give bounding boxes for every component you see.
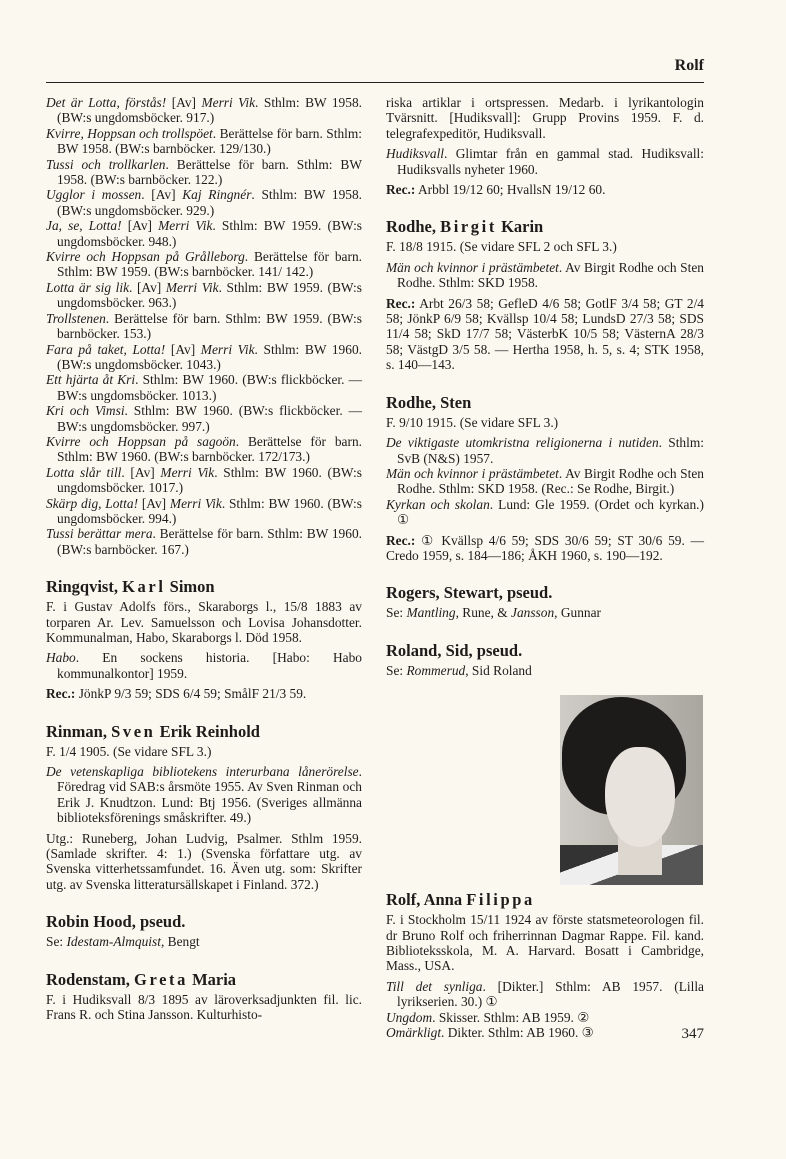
text-segment: . [Dikter.] Sthlm: AB 1957. (Lilla lyrikserien. 30.) ① <box>397 978 704 1010</box>
work-citation <box>46 526 362 557</box>
right-column <box>386 95 704 1040</box>
work-citation <box>386 1010 704 1025</box>
work-citation <box>46 496 362 527</box>
text-segment: . Sthlm: BW 1960. (BW:s ungdomsböcker. 1017.) <box>57 464 362 496</box>
text-segment: . Sthlm: BW 1960. (BW:s ungdomsböcker. 1043.) <box>57 341 362 372</box>
entry-heading <box>386 393 704 413</box>
text-segment: . Av Birgit Rodhe och Sten Rodhe. Sthlm: SKD 1958. (Rec.: Se Rodhe, Birgit.) <box>397 465 704 497</box>
work-citation <box>46 403 362 434</box>
spaced-given-name: Greta <box>134 969 188 989</box>
text-segment: Rolf, Anna <box>386 890 467 910</box>
italic-title: Merri Vik <box>165 279 219 295</box>
work-citation <box>386 979 704 1010</box>
text-segment: . Föredrag vid SAB:s årsmöte 1955. Av Sven Rinman och Erik J. Knudtzon. Lund: Btj 1956. (Sveriges allmänna biblioteksförenings småskrifter. 49.) <box>57 764 362 826</box>
work-citation <box>46 372 362 403</box>
text-segment: Rogers, Stewart, pseud. <box>386 583 553 603</box>
work-citation <box>46 650 362 681</box>
italic-title: Till det synliga <box>386 978 483 994</box>
page-number: 347 <box>681 1026 704 1042</box>
italic-title: Tussi och trollkarlen <box>46 156 166 172</box>
text-segment: Arbbl 19/12 60; HvallsN 19/12 60. <box>415 182 606 198</box>
text-segment: Roland, Sid, pseud. <box>386 640 523 660</box>
work-citation <box>46 126 362 157</box>
italic-title: Merri Vik <box>158 218 213 234</box>
text-segment: Arbt 26/3 58; GefleD 4/6 58; GotlF 3/4 58; GT 2/4 58; JönkP 6/9 58; Kvällsp 10/4 58; LundsD 27/3 58; SDS 11/4 58; SkD 17/7 58; VästerbK 10/5 58; VästernA 28/3 58; VästgD 3/5 58. — Hertha 1958, h. 5, s. 4; STK 1958, s. 140—143. <box>386 295 704 373</box>
entry-heading <box>386 641 704 661</box>
italic-title: Mantling <box>406 605 456 621</box>
italic-title: Skärp dig, Lotta! <box>46 495 139 511</box>
spaced-given-name: Sven <box>111 721 156 741</box>
italic-title: Ungdom <box>386 1009 433 1025</box>
entry-text <box>46 686 362 701</box>
italic-title: Ugglor i mossen <box>46 187 142 203</box>
text-segment: . Berättelse för barn. Sthlm: BW 1959. (BW:s barnböcker. 153.) <box>57 310 362 342</box>
rec-label: Rec.: <box>46 686 76 702</box>
entry-text <box>46 599 362 645</box>
text-segment: , Gunnar <box>554 605 602 621</box>
italic-title: Kvirre och Hoppsan på sagoön <box>46 433 236 449</box>
work-citation <box>46 218 362 249</box>
text-segment: Utg.: Runeberg, Johan Ludvig, Psalmer. Sthlm 1959. (Samlade skrifter. 4: 1.) (Svenska författare utg. av Svenska vitterhetssamfundet. 16. Även utg. som: Skrifter utg. av Svenska litteratursällskapet i Finland. 372.) <box>46 830 362 892</box>
text-segment: F. i Stockholm 15/11 1924 av förste statsmeteorologen fil. dr Bruno Rolf och friherrinnan Dagmar Rappe. Fil. kand. Biblioteksskola, M. A. Harvard. Bosatt i Cambridge, Mass., USA. <box>386 912 704 974</box>
entry-text <box>386 533 704 564</box>
italic-title: De vetenskapliga bibliotekens interurbana lånerörelse <box>46 764 359 780</box>
text-segment: Se: <box>46 934 67 950</box>
text-segment: . Sthlm: BW 1960. (BW:s flickböcker. — BW:s ungdomsböcker. 1013.) <box>57 372 362 403</box>
work-citation <box>386 466 704 497</box>
italic-title: Män och kvinnor i prästämbetet <box>386 465 559 481</box>
text-segment: . Sthlm: SvB (N&S) 1957. <box>397 435 704 466</box>
entry-heading <box>386 890 704 910</box>
text-segment: Rinman, <box>46 721 112 741</box>
text-segment: , Rune, & <box>455 605 511 621</box>
italic-title: Kyrkan och skolan <box>386 496 490 512</box>
entry-text <box>386 239 704 254</box>
italic-title: Lotta är sig lik <box>46 279 130 295</box>
entry-text <box>46 744 362 759</box>
entry-text <box>386 182 704 197</box>
rec-label: Rec.: <box>386 532 416 548</box>
text-segment: Se: <box>386 662 407 678</box>
spaced-given-name: Filippa <box>466 890 535 910</box>
work-citation <box>46 764 362 826</box>
text-segment: . Berättelse för barn. Sthlm: BW 1959. (BW:s barnböcker. 141/ 142.) <box>57 249 362 280</box>
text-segment: Maria <box>187 969 237 989</box>
italic-title: Lotta slår till <box>46 464 122 480</box>
text-segment: . [Av] <box>129 279 166 295</box>
entry-text <box>46 831 362 893</box>
text-segment: . Sthlm: BW 1958. (BW:s ungdomsböcker. 917.) <box>57 95 362 126</box>
italic-title: Kvirre och Hoppsan på Grålleborg <box>46 249 245 265</box>
text-segment: JönkP 9/3 59; SDS 6/4 59; SmålF 21/3 59. <box>75 686 307 702</box>
entry-text <box>386 95 704 141</box>
text-segment: riska artiklar i ortspressen. Medarb. i lyrikantologin Tvärsnitt. [Hudiksvall]: Grupp Provins 1959. F. d. telegrafexpeditör, Hudiksvall. <box>386 95 704 141</box>
text-segment: . Dikter. Sthlm: AB 1960. ③ <box>441 1025 594 1040</box>
entry-heading <box>386 217 704 237</box>
italic-title: Hudiksvall <box>386 146 445 162</box>
text-segment: Rodenstam, <box>46 969 135 989</box>
text-segment: [Av] <box>121 218 159 234</box>
work-citation <box>386 146 704 177</box>
text-segment: . Berättelse för barn. Sthlm: BW 1958. (BW:s barnböcker. 122.) <box>57 156 363 188</box>
text-segment: . Sthlm: BW 1959. (BW:s ungdomsböcker. 963.) <box>57 279 362 311</box>
work-citation <box>386 260 704 291</box>
work-citation <box>46 249 362 280</box>
italic-title: Tussi berättar mera <box>46 526 153 542</box>
text-segment: F. 9/10 1915. (Se vidare SFL 3.) <box>386 414 559 430</box>
italic-title: Ett hjärta åt Kri <box>46 372 136 388</box>
text-segment: [Av] <box>165 341 201 357</box>
text-segment: Rodhe, <box>386 217 441 237</box>
work-citation <box>386 497 704 528</box>
italic-title: Merri Vik <box>169 495 222 511</box>
italic-title: Trollstenen <box>46 310 106 326</box>
work-citation <box>46 95 362 126</box>
italic-title: Det är Lotta, förstås! <box>46 95 167 110</box>
entry-heading <box>46 970 362 990</box>
entry-text <box>386 296 704 373</box>
left-column <box>46 95 362 1023</box>
text-segment: Karin <box>496 217 544 237</box>
spaced-given-name: Karl <box>122 577 166 597</box>
italic-title: Ja, se, Lotta! <box>46 218 122 234</box>
entry-heading <box>386 583 704 603</box>
italic-title: Kri och Vimsi <box>46 403 125 419</box>
entry-text <box>46 992 362 1023</box>
text-segment: . Sthlm: BW 1959. (BW:s ungdomsböcker. 948.) <box>57 218 363 249</box>
text-segment: . Berättelse för barn. Sthlm: BW 1960. (BW:s barnböcker. 172/173.) <box>57 433 362 465</box>
text-segment: . Berättelse för barn. Sthlm: BW 1958. (BW:s barnböcker. 129/130.) <box>57 125 363 157</box>
text-segment: , Sid Roland <box>465 662 532 678</box>
text-segment: . Skisser. Sthlm: AB 1959. ② <box>432 1009 590 1025</box>
text-segment: Simon <box>165 577 215 597</box>
text-segment: Rodhe, Sten <box>386 392 472 412</box>
text-segment: . Sthlm: BW 1960. (BW:s flickböcker. — BW:s ungdomsböcker. 997.) <box>57 403 362 434</box>
work-citation <box>46 280 362 311</box>
entry-heading <box>46 722 362 742</box>
entry-text <box>386 415 704 430</box>
text-segment: . Berättelse för barn. Sthlm: BW 1960. (BW:s barnböcker. 167.) <box>57 526 362 557</box>
header-rule <box>46 82 704 83</box>
text-segment: Se: <box>386 605 407 621</box>
text-segment: [Av] <box>138 495 170 511</box>
italic-title: Habo <box>46 650 76 666</box>
italic-title: Merri Vik <box>160 464 215 480</box>
work-citation <box>46 187 362 218</box>
work-citation <box>46 157 362 188</box>
italic-title: De viktigaste utomkristna religionerna i nutiden <box>386 435 659 451</box>
entry-text <box>46 934 362 949</box>
text-segment: . Glimtar från en gammal stad. Hudiksvall: Hudiksvalls nyheter 1960. <box>397 146 704 177</box>
italic-title: Omärkligt <box>386 1025 442 1040</box>
work-citation <box>46 311 362 342</box>
text-segment: . Sthlm: BW 1958. (BW:s ungdomsböcker. 929.) <box>57 187 363 218</box>
italic-title: Män och kvinnor i prästämbetet <box>386 259 559 275</box>
author-portrait-photo <box>560 695 703 885</box>
entry-heading <box>46 912 362 932</box>
italic-title: Merri Vik <box>200 341 255 357</box>
work-citation <box>46 434 362 465</box>
work-citation <box>46 465 362 496</box>
work-citation <box>386 1025 704 1040</box>
text-segment: Ringqvist, <box>46 577 123 597</box>
italic-title: Idestam-Almquist <box>66 934 161 950</box>
italic-title: Jansson <box>511 605 555 621</box>
spaced-given-name: Birgit <box>440 217 497 237</box>
text-segment: F. i Gustav Adolfs förs., Skaraborgs l., 15/8 1883 av torparen Ar. Lev. Samuelsson och Lovisa Johansdotter. Kommunalman, Habo, Skaraborgs l. Död 1958. <box>46 599 362 645</box>
text-segment: . En sockens historia. [Habo: Habo kommunalkontor] 1959. <box>57 650 362 681</box>
text-segment: . [Av] <box>121 464 161 480</box>
italic-title: Kaj Ringnér <box>182 187 252 203</box>
running-head: Rolf <box>674 57 704 74</box>
text-segment: . Sthlm: BW 1960. (BW:s ungdomsböcker. 994.) <box>57 495 362 526</box>
entry-text <box>386 605 704 620</box>
italic-title: Fara på taket, Lotta! <box>46 341 166 357</box>
text-segment: F. i Hudiksvall 8/3 1895 av läroverksadjunkten fil. lic. Frans R. och Stina Jansson. Kulturhisto- <box>46 991 362 1023</box>
text-segment: Erik Reinhold <box>155 721 260 741</box>
italic-title: Merri Vik <box>201 95 256 110</box>
rec-label: Rec.: <box>386 295 416 311</box>
work-citation <box>46 342 362 373</box>
text-segment: , Bengt <box>160 934 200 950</box>
text-segment: F. 18/8 1915. (Se vidare SFL 2 och SFL 3.) <box>386 239 617 255</box>
text-segment: . [Av] <box>141 187 183 203</box>
text-segment: . Lund: Gle 1959. (Ordet och kyrkan.) ① <box>397 496 704 528</box>
entry-text <box>386 912 704 974</box>
entry-heading <box>46 577 362 597</box>
entry-text <box>386 663 704 678</box>
italic-title: Kvirre, Hoppsan och trollspöet <box>46 125 213 141</box>
text-segment: Robin Hood, pseud. <box>46 912 186 932</box>
italic-title: Rommerud <box>406 662 466 678</box>
text-segment: [Av] <box>166 95 202 110</box>
text-segment: . Av Birgit Rodhe och Sten Rodhe. Sthlm: SKD 1958. <box>397 259 704 291</box>
text-segment: F. 1/4 1905. (Se vidare SFL 3.) <box>46 743 212 759</box>
text-segment: ① Kvällsp 4/6 59; SDS 30/6 59; ST 30/6 59. — Credo 1959, s. 184—186; ÅKH 1960, s. 190—192. <box>386 532 704 563</box>
rec-label: Rec.: <box>386 182 416 198</box>
work-citation <box>386 435 704 466</box>
